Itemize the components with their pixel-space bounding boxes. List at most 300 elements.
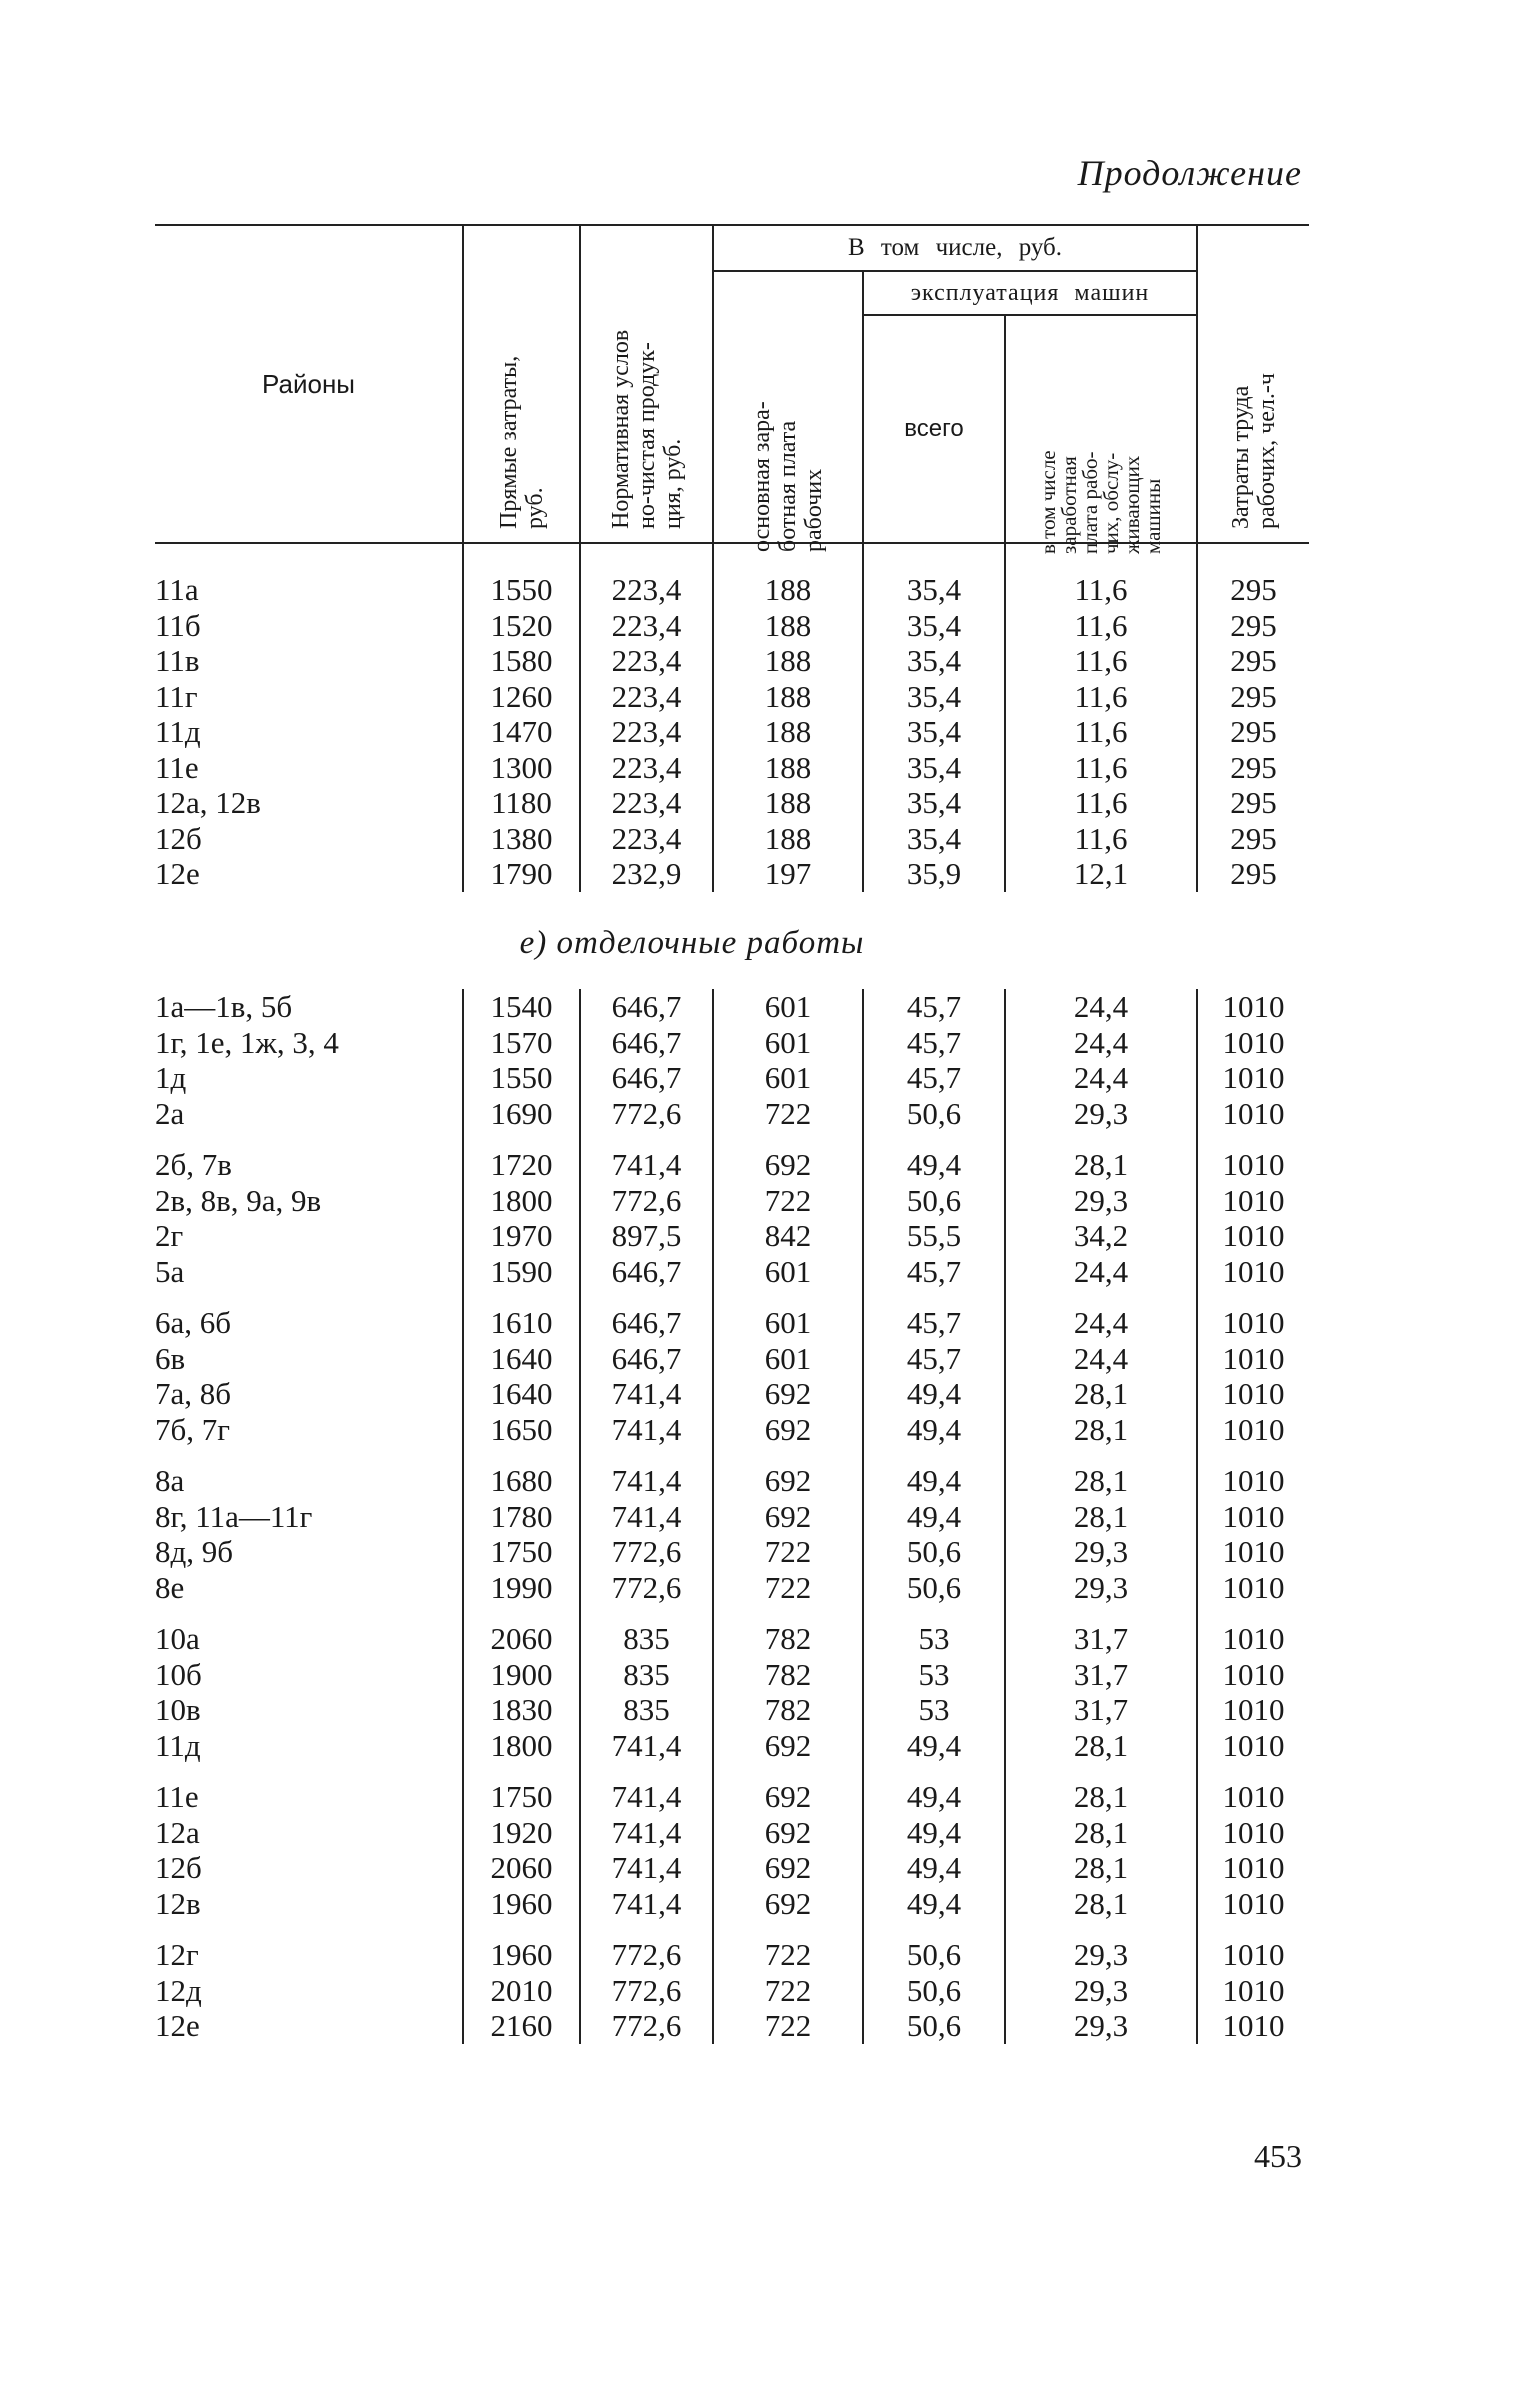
machine-total-cell: 50,6 — [863, 1534, 1005, 1570]
machine-wage-cell: 29,3 — [1005, 1570, 1197, 1606]
machine-wage-cell: 29,3 — [1005, 1096, 1197, 1132]
machine-total-cell: 45,7 — [863, 1341, 1005, 1377]
table-row — [155, 1815, 1309, 1851]
normative-cell: 835 — [580, 1657, 713, 1693]
labor-cell: 295 — [1230, 643, 1277, 678]
normative-cell: 223,4 — [580, 643, 713, 679]
direct-cell: 1470 — [463, 714, 580, 750]
machine-wage-cell: 11,6 — [1005, 821, 1197, 857]
wage-cell: 601 — [713, 989, 863, 1025]
spacer-cell — [1197, 1131, 1309, 1147]
spacer-cell — [863, 1763, 1005, 1779]
spacer-cell — [155, 1921, 463, 1937]
spacer-cell — [1005, 1289, 1197, 1305]
labor-cell: 1010 — [1222, 1411, 1285, 1447]
normative-cell: 223,4 — [580, 572, 713, 608]
machine-wage-cell: 28,1 — [1005, 1779, 1197, 1815]
normative-cell: 646,7 — [580, 1025, 713, 1061]
district-cell: 11д — [155, 714, 463, 750]
direct-cell: 1520 — [463, 608, 580, 644]
spacer-cell — [863, 1289, 1005, 1305]
column-header-direct-costs-text: Прямые затраты, руб. — [495, 355, 548, 529]
normative-cell: 772,6 — [580, 1937, 713, 1973]
normative-cell: 741,4 — [580, 1376, 713, 1412]
machine-wage-cell: 29,3 — [1005, 1937, 1197, 1973]
machine-wage-cell: 29,3 — [1005, 2008, 1197, 2044]
machine-wage-cell: 28,1 — [1005, 1499, 1197, 1535]
wage-cell: 601 — [713, 1025, 863, 1061]
normative-cell: 223,4 — [580, 714, 713, 750]
machine-total-cell: 49,4 — [863, 1147, 1005, 1183]
direct-cell: 1570 — [463, 1025, 580, 1061]
district-cell: 6в — [155, 1341, 463, 1377]
district-cell: 11д — [155, 1728, 463, 1764]
direct-cell: 1960 — [463, 1886, 580, 1922]
machine-total-cell: 35,4 — [863, 821, 1005, 857]
machine-wage-cell: 24,4 — [1005, 989, 1197, 1025]
machine-wage-cell: 11,6 — [1005, 643, 1197, 679]
spacer-cell — [1005, 1763, 1197, 1779]
table-row — [155, 1657, 1309, 1693]
table-row — [155, 714, 1309, 750]
wage-cell: 188 — [713, 750, 863, 786]
table-row — [155, 1850, 1309, 1886]
labor-cell: 1010 — [1222, 1779, 1285, 1814]
machine-wage-cell: 24,4 — [1005, 1254, 1197, 1290]
district-cell: 11е — [155, 750, 463, 786]
machine-total-cell: 35,4 — [863, 679, 1005, 715]
wage-cell: 722 — [713, 1534, 863, 1570]
district-cell: 11е — [155, 1779, 463, 1815]
wage-cell: 692 — [713, 1499, 863, 1535]
wage-cell: 692 — [713, 1728, 863, 1764]
group-gap-row — [155, 1131, 1309, 1147]
spacer-cell — [580, 543, 713, 572]
machine-total-cell: 35,4 — [863, 785, 1005, 821]
table-row — [155, 785, 1309, 821]
district-cell: 6а, 6б — [155, 1305, 463, 1341]
labor-cell: 295 — [1230, 572, 1277, 607]
spacer-cell — [1005, 1131, 1197, 1147]
wage-cell: 692 — [713, 1779, 863, 1815]
district-cell: 12а — [155, 1815, 463, 1851]
spacer-cell — [463, 1289, 580, 1305]
labor-cell: 1010 — [1222, 1850, 1285, 1885]
table-body — [155, 543, 1309, 2044]
normative-cell: 835 — [580, 1621, 713, 1657]
table-row — [155, 1937, 1309, 1973]
direct-cell: 1180 — [463, 785, 580, 821]
district-cell: 11а — [155, 572, 463, 608]
direct-cell: 1590 — [463, 1254, 580, 1290]
district-cell: 2а — [155, 1096, 463, 1132]
normative-cell: 646,7 — [580, 1254, 713, 1290]
wage-cell: 782 — [713, 1621, 863, 1657]
spacer-cell — [463, 543, 580, 572]
group-gap-row — [155, 1605, 1309, 1621]
table-row — [155, 1534, 1309, 1570]
district-cell: 7б, 7г — [155, 1412, 463, 1448]
district-cell: 12б — [155, 821, 463, 857]
table-row — [155, 856, 1309, 892]
machine-wage-cell: 31,7 — [1005, 1657, 1197, 1693]
group-gap-row — [155, 1763, 1309, 1779]
machine-total-cell: 50,6 — [863, 1096, 1005, 1132]
machine-wage-cell: 28,1 — [1005, 1147, 1197, 1183]
district-cell: 2г — [155, 1218, 463, 1254]
continuation-label: Продолжение — [1077, 153, 1302, 193]
machine-total-cell: 50,6 — [863, 1937, 1005, 1973]
direct-cell: 1640 — [463, 1376, 580, 1412]
direct-cell: 1550 — [463, 572, 580, 608]
spacer-cell — [1197, 1605, 1309, 1621]
district-cell: 8а — [155, 1463, 463, 1499]
table-row — [155, 572, 1309, 608]
spacer-cell — [713, 1131, 863, 1147]
direct-cell: 1900 — [463, 1657, 580, 1693]
direct-cell: 1800 — [463, 1728, 580, 1764]
labor-cell: 1010 — [1222, 989, 1285, 1024]
spacer-cell — [863, 1921, 1005, 1937]
spacer-cell — [155, 1605, 463, 1621]
normative-cell: 897,5 — [580, 1218, 713, 1254]
machine-total-cell: 35,4 — [863, 750, 1005, 786]
machine-wage-cell: 29,3 — [1005, 1183, 1197, 1219]
district-cell: 8г, 11а—11г — [155, 1499, 463, 1535]
direct-cell: 1720 — [463, 1147, 580, 1183]
column-header-districts: Районы — [155, 225, 463, 543]
direct-cell: 1790 — [463, 856, 580, 892]
district-cell: 12д — [155, 1973, 463, 2009]
machine-total-cell: 49,4 — [863, 1463, 1005, 1499]
labor-cell: 295 — [1230, 856, 1277, 891]
wage-cell: 692 — [713, 1886, 863, 1922]
section-title-row — [155, 892, 1309, 990]
machine-total-cell: 45,7 — [863, 989, 1005, 1025]
direct-cell: 1920 — [463, 1815, 580, 1851]
table-row — [155, 1025, 1309, 1061]
spacer-cell — [863, 1447, 1005, 1463]
machine-total-cell: 53 — [863, 1657, 1005, 1693]
normative-cell: 223,4 — [580, 750, 713, 786]
machine-wage-cell: 28,1 — [1005, 1463, 1197, 1499]
wage-cell: 692 — [713, 1376, 863, 1412]
direct-cell: 1550 — [463, 1060, 580, 1096]
spacer-cell — [155, 543, 463, 572]
machine-total-cell: 35,4 — [863, 714, 1005, 750]
machine-total-cell: 45,7 — [863, 1060, 1005, 1096]
direct-cell: 2160 — [463, 2008, 580, 2044]
normative-cell: 223,4 — [580, 821, 713, 857]
table-row — [155, 1412, 1309, 1448]
wage-cell: 722 — [713, 1096, 863, 1132]
labor-cell: 1010 — [1222, 1692, 1285, 1727]
machine-wage-cell: 31,7 — [1005, 1692, 1197, 1728]
direct-cell: 1970 — [463, 1218, 580, 1254]
spacer-cell — [155, 1763, 463, 1779]
district-cell: 11г — [155, 679, 463, 715]
district-cell: 11в — [155, 643, 463, 679]
column-group-machine-operation: эксплуатация машин — [863, 271, 1197, 315]
machine-total-cell: 53 — [863, 1621, 1005, 1657]
wage-cell: 692 — [713, 1850, 863, 1886]
labor-cell: 295 — [1230, 678, 1277, 714]
district-cell: 12е — [155, 856, 463, 892]
table-row — [155, 679, 1309, 715]
column-header-machine-wage — [1005, 315, 1197, 554]
direct-cell: 1800 — [463, 1183, 580, 1219]
cost-table — [155, 224, 1309, 2044]
wage-cell: 722 — [713, 2008, 863, 2044]
table-row — [155, 2008, 1309, 2044]
normative-cell: 223,4 — [580, 785, 713, 821]
labor-cell: 1010 — [1222, 2008, 1285, 2043]
table-row — [155, 1692, 1309, 1728]
normative-cell: 741,4 — [580, 1728, 713, 1764]
direct-cell: 2010 — [463, 1973, 580, 2009]
direct-cell: 1380 — [463, 821, 580, 857]
labor-cell: 1010 — [1222, 1253, 1285, 1289]
normative-cell: 741,4 — [580, 1147, 713, 1183]
table-row — [155, 1341, 1309, 1377]
table-row — [155, 1060, 1309, 1096]
wage-cell: 692 — [713, 1412, 863, 1448]
wage-cell: 722 — [713, 1183, 863, 1219]
machine-wage-cell: 11,6 — [1005, 679, 1197, 715]
district-cell: 10а — [155, 1621, 463, 1657]
machine-wage-cell: 29,3 — [1005, 1534, 1197, 1570]
wage-cell: 601 — [713, 1254, 863, 1290]
normative-cell: 772,6 — [580, 1570, 713, 1606]
normative-cell: 232,9 — [580, 856, 713, 892]
column-header-machine-wage-text: в том числе заработная плата рабо- чих, обслу- живающих машины — [1036, 450, 1165, 554]
labor-cell: 1010 — [1222, 1621, 1285, 1656]
labor-cell: 1010 — [1222, 1024, 1285, 1060]
labor-cell: 1010 — [1222, 1569, 1285, 1605]
table-row — [155, 1147, 1309, 1183]
spacer-cell — [713, 1447, 863, 1463]
machine-wage-cell: 24,4 — [1005, 1341, 1197, 1377]
table-header — [155, 225, 1309, 554]
machine-wage-cell: 31,7 — [1005, 1621, 1197, 1657]
labor-cell: 295 — [1230, 714, 1277, 749]
machine-total-cell: 45,7 — [863, 1305, 1005, 1341]
labor-cell: 1010 — [1222, 1305, 1285, 1340]
machine-total-cell: 35,9 — [863, 856, 1005, 892]
column-header-labor-costs-text: Затраты труда рабочих, чел.-ч — [1227, 373, 1280, 529]
machine-wage-cell: 24,4 — [1005, 1025, 1197, 1061]
labor-cell: 295 — [1230, 749, 1277, 785]
spacer-cell — [463, 1605, 580, 1621]
spacer-cell — [1197, 543, 1309, 572]
direct-cell: 1580 — [463, 643, 580, 679]
normative-cell: 646,7 — [580, 1305, 713, 1341]
normative-cell: 772,6 — [580, 2008, 713, 2044]
column-header-labor-costs — [1197, 225, 1309, 543]
normative-cell: 772,6 — [580, 1534, 713, 1570]
machine-total-cell: 35,4 — [863, 608, 1005, 644]
labor-cell: 295 — [1230, 820, 1277, 856]
section-title: е) отделочные работы — [519, 924, 865, 961]
direct-cell: 1990 — [463, 1570, 580, 1606]
machine-total-cell: 50,6 — [863, 1183, 1005, 1219]
machine-total-cell: 49,4 — [863, 1815, 1005, 1851]
district-cell: 12е — [155, 2008, 463, 2044]
labor-cell: 1010 — [1222, 1340, 1285, 1376]
group-gap-row — [155, 1447, 1309, 1463]
machine-total-cell: 49,4 — [863, 1412, 1005, 1448]
spacer-cell — [463, 1447, 580, 1463]
district-cell: 12б — [155, 1850, 463, 1886]
spacer-cell — [1197, 1447, 1309, 1463]
normative-cell: 741,4 — [580, 1463, 713, 1499]
spacer-cell — [580, 1763, 713, 1779]
normative-cell: 835 — [580, 1692, 713, 1728]
machine-wage-cell: 12,1 — [1005, 856, 1197, 892]
wage-cell: 601 — [713, 1341, 863, 1377]
machine-wage-cell: 11,6 — [1005, 750, 1197, 786]
direct-cell: 1830 — [463, 1692, 580, 1728]
spacer-cell — [580, 1605, 713, 1621]
district-cell: 2б, 7в — [155, 1147, 463, 1183]
machine-total-cell: 50,6 — [863, 1973, 1005, 2009]
labor-cell: 1010 — [1222, 1972, 1285, 2008]
district-cell: 1д — [155, 1060, 463, 1096]
machine-total-cell: 45,7 — [863, 1025, 1005, 1061]
machine-total-cell: 49,4 — [863, 1499, 1005, 1535]
direct-cell: 1690 — [463, 1096, 580, 1132]
spacer-cell — [1005, 1447, 1197, 1463]
machine-wage-cell: 29,3 — [1005, 1973, 1197, 2009]
group-gap-row — [155, 1921, 1309, 1937]
normative-cell: 741,4 — [580, 1850, 713, 1886]
table-row — [155, 1254, 1309, 1290]
machine-wage-cell: 28,1 — [1005, 1412, 1197, 1448]
spacer-cell — [713, 1763, 863, 1779]
normative-cell: 646,7 — [580, 1341, 713, 1377]
column-header-basic-wage — [713, 271, 863, 552]
machine-total-cell: 49,4 — [863, 1728, 1005, 1764]
wage-cell: 722 — [713, 1973, 863, 2009]
table-row — [155, 1779, 1309, 1815]
machine-total-cell: 35,4 — [863, 572, 1005, 608]
machine-wage-cell: 28,1 — [1005, 1728, 1197, 1764]
normative-cell: 223,4 — [580, 608, 713, 644]
spacer-cell — [863, 1605, 1005, 1621]
normative-cell: 772,6 — [580, 1973, 713, 2009]
district-cell: 10в — [155, 1692, 463, 1728]
table-row — [155, 1096, 1309, 1132]
table-row — [155, 1218, 1309, 1254]
labor-cell: 1010 — [1222, 1885, 1285, 1921]
machine-wage-cell: 34,2 — [1005, 1218, 1197, 1254]
table-row — [155, 608, 1309, 644]
district-cell: 1г, 1е, 1ж, 3, 4 — [155, 1025, 463, 1061]
table-row — [155, 1305, 1309, 1341]
machine-wage-cell: 11,6 — [1005, 608, 1197, 644]
table-row — [155, 1621, 1309, 1657]
table-row — [155, 1183, 1309, 1219]
district-cell: 8е — [155, 1570, 463, 1606]
spacer-cell — [1197, 1763, 1309, 1779]
spacer-cell — [580, 1289, 713, 1305]
section-title-cell — [155, 892, 1309, 990]
machine-wage-cell: 28,1 — [1005, 1886, 1197, 1922]
normative-cell: 223,4 — [580, 679, 713, 715]
spacer-cell — [580, 1131, 713, 1147]
spacer-cell — [463, 1921, 580, 1937]
spacer-cell — [713, 1289, 863, 1305]
direct-cell: 1780 — [463, 1499, 580, 1535]
column-header-normative-output — [580, 225, 713, 543]
labor-cell: 1010 — [1222, 1147, 1285, 1182]
district-cell: 10б — [155, 1657, 463, 1693]
machine-wage-cell: 28,1 — [1005, 1376, 1197, 1412]
district-cell: 1а—1в, 5б — [155, 989, 463, 1025]
machine-wage-cell: 11,6 — [1005, 572, 1197, 608]
column-header-direct-costs — [463, 225, 580, 543]
direct-cell: 1610 — [463, 1305, 580, 1341]
wage-cell: 722 — [713, 1570, 863, 1606]
wage-cell: 692 — [713, 1147, 863, 1183]
wage-cell: 188 — [713, 643, 863, 679]
direct-cell: 2060 — [463, 1621, 580, 1657]
table-row — [155, 1463, 1309, 1499]
labor-cell: 1010 — [1222, 1656, 1285, 1692]
spacer-cell — [713, 1921, 863, 1937]
spacer-cell — [713, 1605, 863, 1621]
machine-wage-cell: 11,6 — [1005, 714, 1197, 750]
labor-cell: 1010 — [1222, 1060, 1285, 1095]
machine-total-cell: 49,4 — [863, 1376, 1005, 1412]
table-row — [155, 750, 1309, 786]
machine-total-cell: 49,4 — [863, 1779, 1005, 1815]
spacer-cell — [1197, 1921, 1309, 1937]
spacer-cell — [463, 1763, 580, 1779]
column-header-basic-wage-text: основная зара- ботная плата рабочих — [749, 401, 827, 552]
direct-cell: 1650 — [463, 1412, 580, 1448]
labor-cell: 1010 — [1222, 1814, 1285, 1850]
machine-wage-cell: 24,4 — [1005, 1305, 1197, 1341]
normative-cell: 772,6 — [580, 1183, 713, 1219]
spacer-cell — [155, 1289, 463, 1305]
wage-cell: 188 — [713, 679, 863, 715]
district-cell: 5а — [155, 1254, 463, 1290]
direct-cell: 1960 — [463, 1937, 580, 1973]
normative-cell: 741,4 — [580, 1779, 713, 1815]
labor-cell: 1010 — [1222, 1534, 1285, 1569]
spacer-cell — [155, 1447, 463, 1463]
machine-total-cell: 55,5 — [863, 1218, 1005, 1254]
labor-cell: 1010 — [1222, 1498, 1285, 1534]
page-number: 453 — [1254, 2138, 1302, 2174]
district-cell: 7а, 8б — [155, 1376, 463, 1412]
normative-cell: 772,6 — [580, 1096, 713, 1132]
labor-cell: 1010 — [1222, 1463, 1285, 1498]
wage-cell: 692 — [713, 1815, 863, 1851]
table-row — [155, 1499, 1309, 1535]
wage-cell: 188 — [713, 714, 863, 750]
table-row — [155, 1570, 1309, 1606]
direct-cell: 1640 — [463, 1341, 580, 1377]
labor-cell: 1010 — [1222, 1937, 1285, 1972]
direct-cell: 1750 — [463, 1534, 580, 1570]
machine-total-cell: 49,4 — [863, 1850, 1005, 1886]
table-row — [155, 1728, 1309, 1764]
column-group-including: В том числе, руб. — [713, 225, 1197, 271]
direct-cell: 1300 — [463, 750, 580, 786]
machine-total-cell: 50,6 — [863, 1570, 1005, 1606]
